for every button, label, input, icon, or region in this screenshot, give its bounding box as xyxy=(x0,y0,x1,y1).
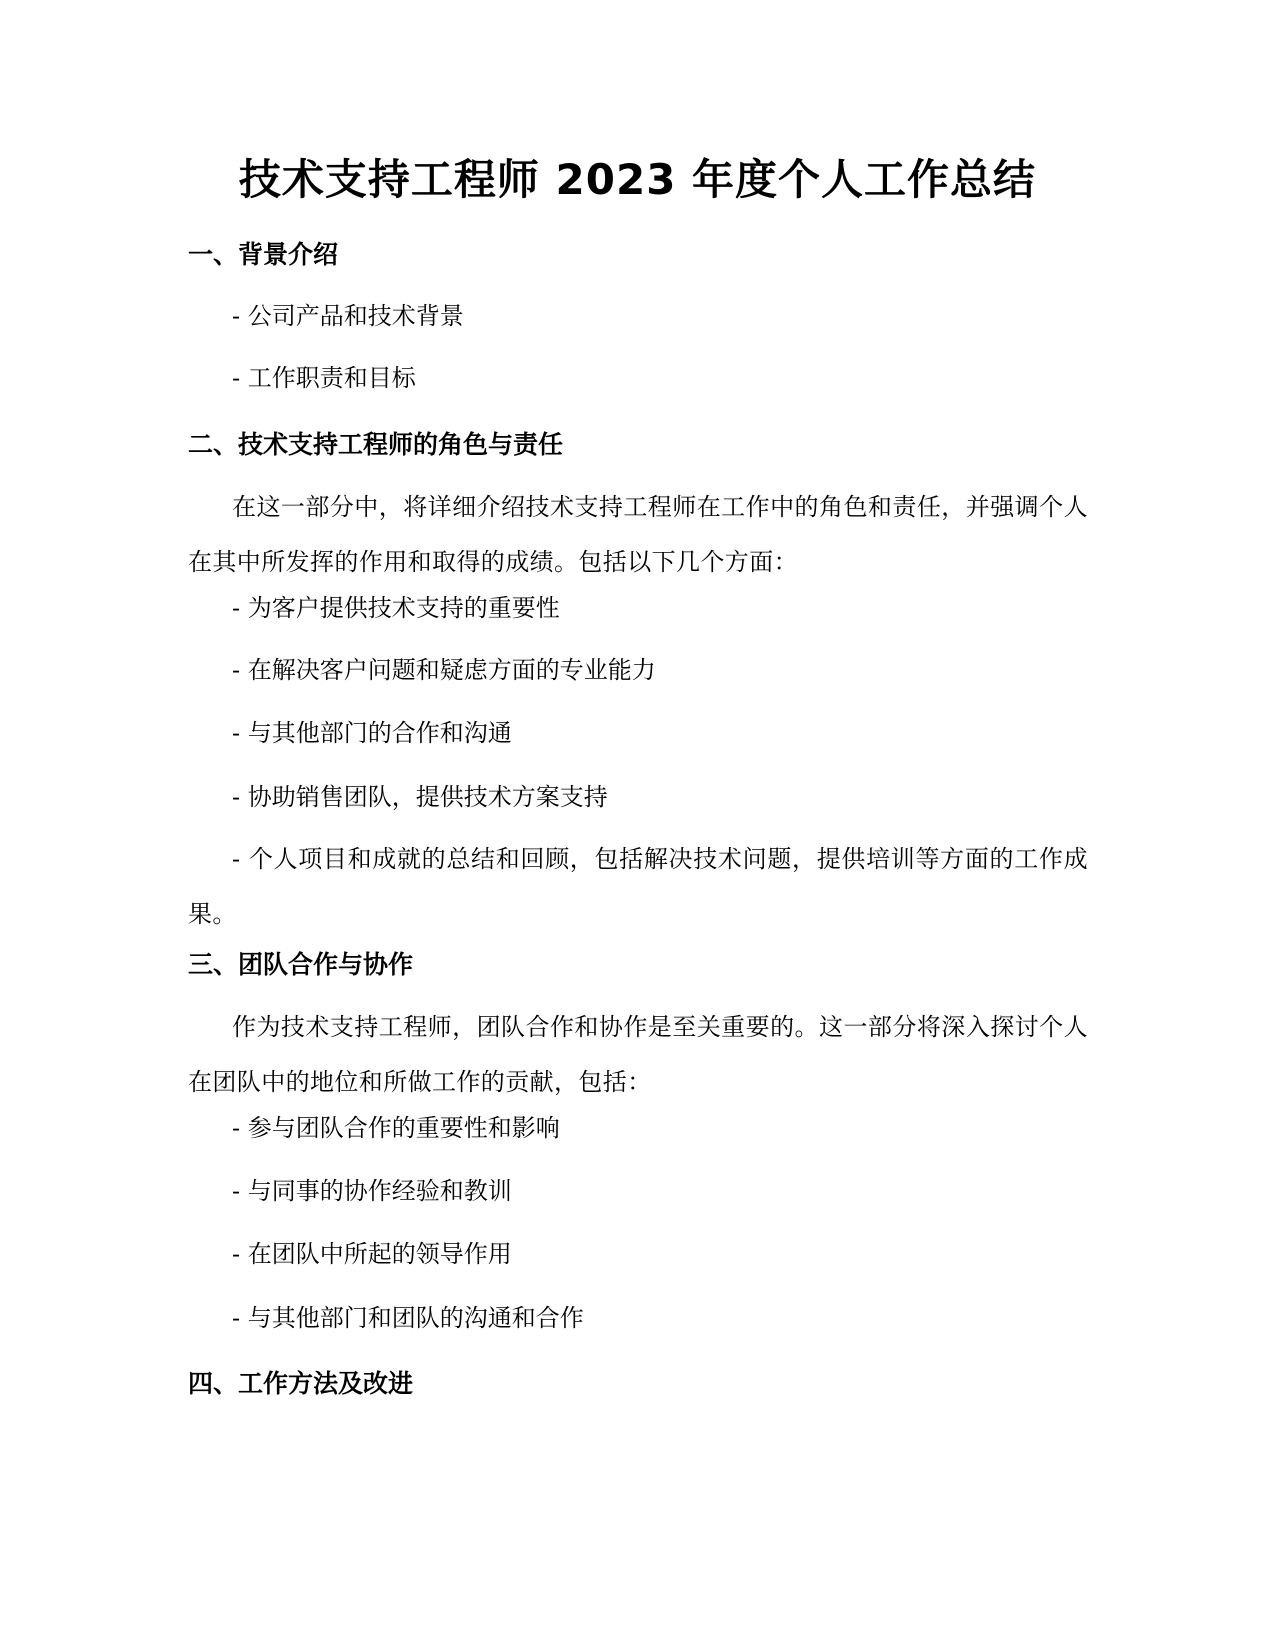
section-heading-role: 二、技术支持工程师的角色与责任 xyxy=(188,430,564,459)
section-intro-paragraph: 在这一部分中，将详细介绍技术支持工程师在工作中的角色和责任，并强调个人在其中所发挥的作用和取得的成绩。包括以下几个方面： xyxy=(188,493,1088,576)
document-title: 技术支持工程师 2023 年度个人工作总结 xyxy=(238,155,1037,204)
list-item: - 在解决客户问题和疑虑方面的专业能力 xyxy=(232,656,656,684)
closing-paragraph: - 个人项目和成就的总结和回顾，包括解决技术问题，提供培训等方面的工作成果。 xyxy=(188,845,1088,928)
list-item: - 与其他部门的合作和沟通 xyxy=(232,719,512,747)
section-heading-methods: 四、工作方法及改进 xyxy=(188,1369,414,1398)
section-heading-background: 一、背景介绍 xyxy=(188,240,339,269)
list-item: - 公司产品和技术背景 xyxy=(232,302,464,330)
list-item: - 与其他部门和团队的沟通和合作 xyxy=(232,1304,584,1332)
section-heading-teamwork: 三、团队合作与协作 xyxy=(188,950,414,979)
section-intro-paragraph: 作为技术支持工程师，团队合作和协作是至关重要的。这一部分将深入探讨个人在团队中的地位和所做工作的贡献，包括： xyxy=(188,1013,1088,1096)
list-item: - 协助销售团队，提供技术方案支持 xyxy=(232,783,608,811)
list-item: - 参与团队合作的重要性和影响 xyxy=(232,1114,560,1142)
list-item: - 在团队中所起的领导作用 xyxy=(232,1240,512,1268)
list-item: - 为客户提供技术支持的重要性 xyxy=(232,594,560,622)
list-item: - 工作职责和目标 xyxy=(232,364,416,392)
list-item: - 与同事的协作经验和教训 xyxy=(232,1177,512,1205)
